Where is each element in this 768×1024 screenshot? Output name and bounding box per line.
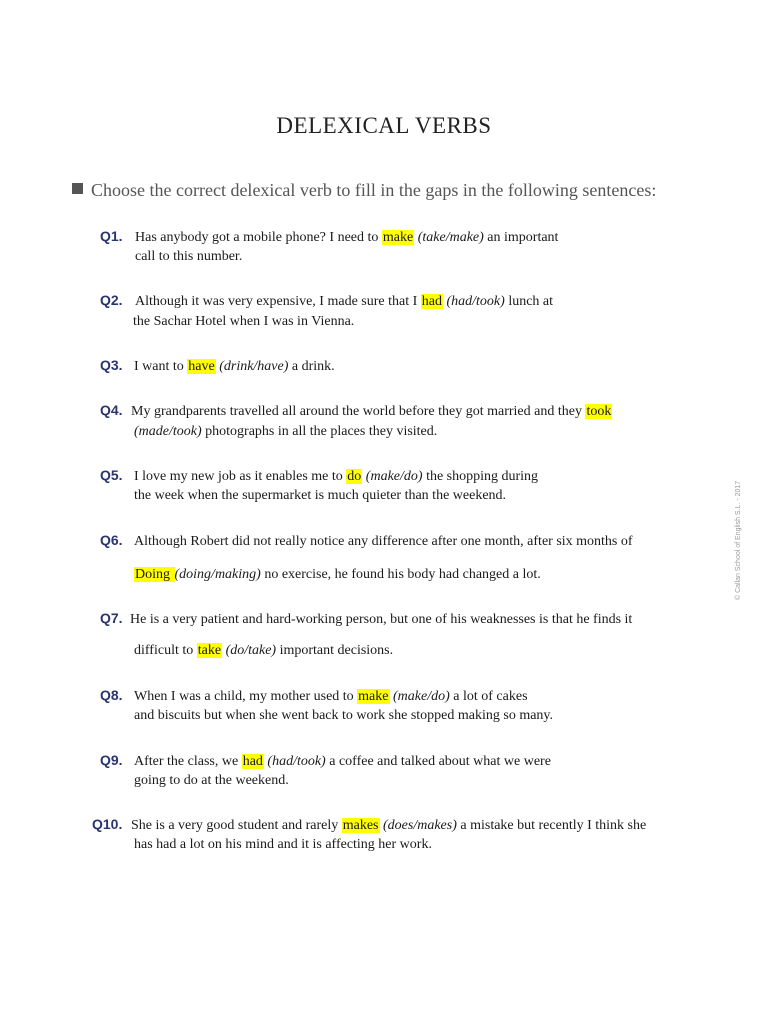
square-bullet-icon xyxy=(72,183,83,194)
answer-highlight: makes xyxy=(342,818,379,833)
question-number: Q2. xyxy=(100,292,123,308)
instruction-text: Choose the correct delexical verb to fill in the gaps in the following sentences: xyxy=(91,180,657,200)
answer-highlight: had xyxy=(242,754,263,769)
question-10-line-1: She is a very good student and rarely makes (does/makes) a mistake but recently I think she xyxy=(131,818,647,833)
answer-highlight: have xyxy=(188,359,215,374)
question-6-line-2: Doing (doing/making) no exercise, he found his body had changed a lot. xyxy=(135,567,541,582)
question-number: Q3. xyxy=(100,357,123,373)
answer-highlight: took xyxy=(586,404,612,419)
question-number: Q9. xyxy=(100,752,123,768)
question-10-line-2: has had a lot on his mind and it is affecting her work. xyxy=(134,837,432,852)
question-5-line-1: I love my new job as it enables me to do (make/do) the shopping during xyxy=(134,469,539,484)
question-2-line-1: Although it was very expensive, I made sure that I had (had/took) lunch at xyxy=(135,294,554,309)
question-5-line-2: the week when the supermarket is much quieter than the weekend. xyxy=(134,488,507,503)
question-9-line-2: going to do at the weekend. xyxy=(134,773,289,788)
question-1-line-2: call to this number. xyxy=(135,249,243,264)
answer-highlight: Doing xyxy=(135,567,174,582)
question-4-line-1: My grandparents travelled all around the world before they got married and they took xyxy=(131,404,612,419)
question-3-line-1: I want to have (drink/have) a drink. xyxy=(134,359,335,374)
question-number: Q4. xyxy=(100,402,123,418)
question-8-line-2: and biscuits but when she went back to work she stopped making so many. xyxy=(134,708,554,723)
question-8-line-1: When I was a child, my mother used to make (make/do) a lot of cakes xyxy=(134,689,528,704)
answer-highlight: had xyxy=(421,294,442,309)
question-2-line-2: the Sachar Hotel when I was in Vienna. xyxy=(133,314,355,329)
page-title: DELEXICAL VERBS xyxy=(276,113,492,138)
instruction xyxy=(72,180,656,201)
question-6-line-1: Although Robert did not really notice any difference after one month, after six months of xyxy=(134,534,633,549)
answer-highlight: do xyxy=(347,469,362,484)
answer-highlight: make xyxy=(358,689,389,704)
question-9-line-1: After the class, we had (had/took) a coffee and talked about what we were xyxy=(134,754,551,769)
question-7-line-2: difficult to take (do/take) important decisions. xyxy=(134,643,394,658)
answer-highlight: take xyxy=(197,643,222,658)
question-number: Q5. xyxy=(100,467,123,483)
question-number: Q1. xyxy=(100,228,123,244)
question-7-line-1: He is a very patient and hard-working person, but one of his weaknesses is that he finds it xyxy=(130,612,633,627)
answer-highlight: make xyxy=(382,230,414,245)
question-number: Q8. xyxy=(100,687,123,703)
question-1-line-1: Has anybody got a mobile phone? I need to make (take/make) an important xyxy=(135,230,559,245)
question-number: Q6. xyxy=(100,532,123,548)
question-4-line-2: (made/took) photographs in all the places they visited. xyxy=(134,424,438,439)
copyright-notice: © Callan School of English S.L. - 2017 xyxy=(735,480,742,600)
question-number: Q10. xyxy=(92,816,123,832)
question-number: Q7. xyxy=(100,610,123,626)
